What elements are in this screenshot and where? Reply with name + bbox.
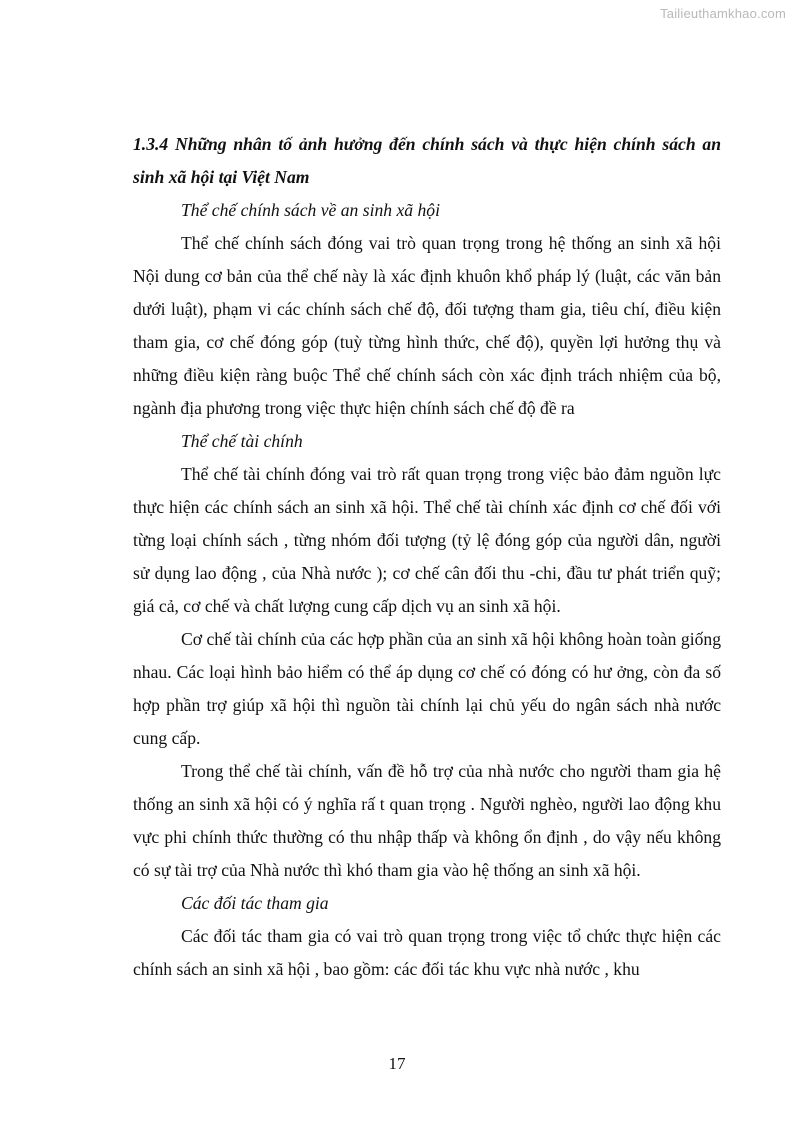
watermark: Tailieuthamkhao.com [660,6,786,21]
page-number: 17 [388,1054,406,1073]
paragraph: Cơ chế tài chính của các hợp phần của an sinh xã hội không hoàn toàn giống nhau. Các loại hình bảo hiểm có thể áp dụng cơ chế có đóng có hư ởng, còn đa số hợp phần trợ giúp xã hội thì nguồn tài chính lại chủ yếu do ngân sách nhà nước cung cấp. [133,629,721,748]
paragraph: Trong thể chế tài chính, vấn đề hỗ trợ của nhà nước cho người tham gia hệ thống an sinh xã hội có ý nghĩa rấ t quan trọng . Người nghèo, người lao động khu vực phi chính thức thường có thu nhập thấp và không ổn định , do vậy nếu không có sự tài trợ của Nhà nước thì khó tham gia vào hệ thống an sinh xã hội. [133,761,721,880]
document-body [133,128,721,986]
section-heading: 1.3.4 Những nhân tố ảnh hưởng đến chính sách và thực hiện chính sách an sinh xã hội tại Việt Nam [133,134,721,187]
paragraph: Thể chế chính sách đóng vai trò quan trọng trong hệ thống an sinh xã hội Nội dung cơ bản của thể chế này là xác định khuôn khổ pháp lý (luật, các văn bản dưới luật), phạm vi các chính sách chế độ, đối tượng tham gia, tiêu chí, điều kiện tham gia, cơ chế đóng góp (tuỳ từng hình thức, chế độ), quyền lợi hưởng thụ và những điều kiện ràng buộc Thể chế chính sách còn xác định trách nhiệm của bộ, ngành địa phương trong việc thực hiện chính sách chế độ đề ra [133,233,721,418]
subheading-partners: Các đối tác tham gia [181,893,329,913]
subheading-financial-institution: Thể chế tài chính [181,431,303,451]
paragraph: Thể chế tài chính đóng vai trò rất quan trọng trong việc bảo đảm nguồn lực thực hiện các chính sách an sinh xã hội. Thể chế tài chính xác định cơ chế đối với từng loại chính sách , từng nhóm đối tượng (tỷ lệ đóng góp của người dân, người sử dụng lao động , của Nhà nước ); cơ chế cân đối thu -chi, đầu tư phát triển quỹ; giá cả, cơ chế và chất lượng cung cấp dịch vụ an sinh xã hội. [133,464,721,616]
subheading-policy-institution: Thể chế chính sách về an sinh xã hội [181,200,440,220]
paragraph: Các đối tác tham gia có vai trò quan trọng trong việc tổ chức thực hiện các chính sách an sinh xã hội , bao gồm: các đối tác khu vực nhà nước , khu [133,926,721,979]
